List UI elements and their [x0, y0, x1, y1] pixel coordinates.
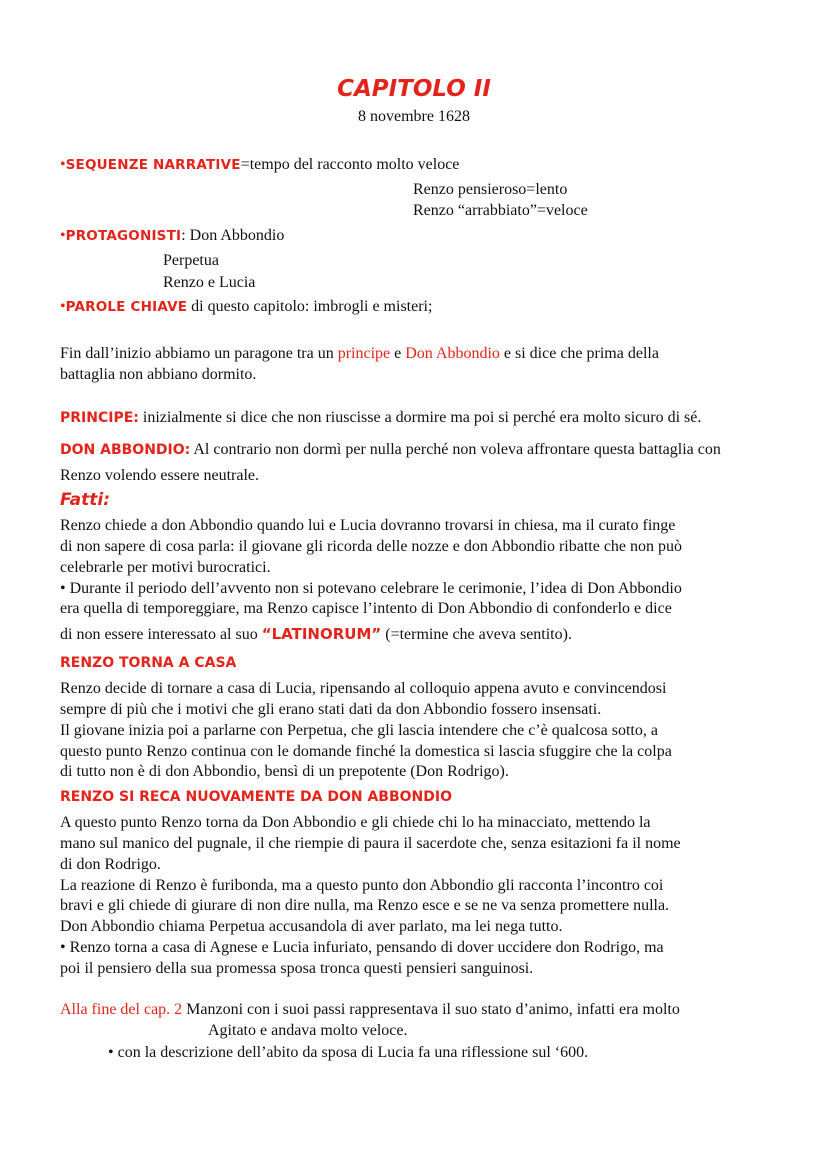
principe-line: [60, 408, 701, 428]
fine-line-3: • con la descrizione dell’abito da sposa di Lucia fa una riflessione sul ‘600.: [108, 1044, 589, 1061]
reca-heading: RENZO SI RECA NUOVAMENTE DA DON ABBONDIO: [60, 789, 452, 805]
sequenze-sub-2: Renzo “arrabbiato”=veloce: [413, 202, 588, 219]
principe-label: PRINCIPE:: [60, 410, 139, 426]
protagonista-1: Don Abbondio: [189, 227, 285, 244]
latinorum-highlight: “LATINORUM”: [261, 625, 382, 643]
protagonisti-label: PROTAGONISTI: [65, 228, 182, 244]
torna-line: Il giovane inizia poi a parlarne con Perpetua, che gli lascia intendere che c’è qualcosa sotto, a: [60, 722, 658, 739]
bullet-icon: •: [60, 156, 66, 173]
reca-line: La reazione di Renzo è furibonda, ma a questo punto don Abbondio gli racconta l’incontro coi: [60, 877, 664, 894]
torna-heading: RENZO TORNA A CASA: [60, 655, 237, 671]
reca-line: di don Rodrigo.: [60, 856, 161, 873]
intro-line-1: [60, 344, 659, 364]
abbondio-line-2: Renzo volendo essere neutrale.: [60, 467, 260, 484]
intro-text: Fin dall’inizio abbiamo un paragone tra un: [60, 345, 338, 362]
fatti-line: • Durante il periodo dell’avvento non si potevano celebrare le cerimonie, l’idea di Don Abbondio: [60, 580, 682, 597]
bullet-icon: •: [60, 227, 66, 244]
torna-line: Renzo decide di tornare a casa di Lucia, ripensando al colloquio appena avuto e convincendosi: [60, 680, 667, 697]
protagonisti-sep: :: [181, 227, 190, 244]
fatti-text: (=termine che aveva sentito).: [381, 626, 572, 643]
page-title: CAPITOLO II: [337, 76, 491, 102]
reca-line: poi il pensiero della sua promessa sposa tronca questi pensieri sanguinosi.: [60, 960, 534, 977]
fatti-line: Renzo chiede a don Abbondio quando lui e Lucia dovranno trovarsi in chiesa, ma il curato finge: [60, 517, 676, 534]
sequenze-line: [60, 155, 459, 175]
reca-line: bravi e gli chiede di giurare di non dire nulla, ma Renzo esce e se ne va senza promettere nulla.: [60, 897, 670, 914]
torna-line: sempre di più che i motivi che gli erano stati dati da don Abbondio fossero insensati.: [60, 701, 602, 718]
intro-text: e si dice che prima della: [499, 345, 659, 362]
fatti-heading: Fatti:: [60, 490, 111, 510]
fatti-line: celebrarle per motivi burocratici.: [60, 559, 271, 576]
reca-line: Don Abbondio chiama Perpetua accusandola di aver parlato, ma lei nega tutto.: [60, 918, 563, 935]
fatti-line: [60, 624, 572, 645]
fine-line-2: Agitato e andava molto veloce.: [208, 1022, 408, 1039]
protagonista-2: Perpetua: [163, 252, 219, 269]
parole-chiave-line: [60, 297, 432, 317]
abbondio-highlight: Don Abbondio: [405, 345, 500, 362]
abbondio-text: Al contrario non dormì per nulla perché non voleva affrontare questa battaglia con: [190, 441, 721, 458]
sequenze-sub-1: Renzo pensieroso=lento: [413, 181, 568, 198]
reca-line: • Renzo torna a casa di Agnese e Lucia infuriato, pensando di dover uccidere don Rodrigo, ma: [60, 939, 664, 956]
principe-highlight: principe: [337, 345, 391, 362]
abbondio-line: [60, 440, 721, 460]
fatti-line: era quella di temporeggiare, ma Renzo capisce l’intento di Don Abbondio di confonderlo e dice: [60, 600, 672, 617]
protagonista-3: Renzo e Lucia: [163, 274, 256, 291]
protagonisti-line: [60, 226, 284, 246]
page-date: 8 novembre 1628: [358, 108, 470, 125]
fine-line-1: [60, 1000, 680, 1020]
abbondio-label: DON ABBONDIO:: [60, 442, 191, 458]
fatti-line: di non sapere di cosa parla: il giovane gli ricorda delle nozze e don Abbondio ribatte che non può: [60, 538, 683, 555]
sequenze-label: SEQUENZE NARRATIVE: [65, 157, 241, 173]
torna-line: di tutto non è di don Abbondio, bensì di un prepotente (Don Rodrigo).: [60, 763, 509, 780]
parole-chiave-label: PAROLE CHIAVE: [65, 299, 188, 315]
fine-highlight: Alla fine del cap. 2: [60, 1001, 183, 1018]
fine-text: Manzoni con i suoi passi rappresentava il suo stato d’animo, infatti era molto: [182, 1001, 680, 1018]
bullet-icon: •: [60, 298, 66, 315]
parole-chiave-text: di questo capitolo: imbrogli e misteri;: [187, 298, 433, 315]
reca-line: A questo punto Renzo torna da Don Abbondio e gli chiede chi lo ha minacciato, mettendo la: [60, 814, 651, 831]
intro-text: e: [390, 345, 406, 362]
reca-line: mano sul manico del pugnale, il che riempie di paura il sacerdote che, senza esitazioni fa il nome: [60, 835, 681, 852]
sequenze-text: =tempo del racconto molto veloce: [240, 156, 460, 173]
principe-text: inizialmente si dice che non riuscisse a dormire ma poi si perché era molto sicuro di sé.: [138, 409, 702, 426]
fatti-text: di non essere interessato al suo: [60, 626, 262, 643]
intro-line-2: battaglia non abbiano dormito.: [60, 366, 257, 383]
torna-line: questo punto Renzo continua con le domande finché la domestica si lascia sfuggire che la colpa: [60, 743, 672, 760]
